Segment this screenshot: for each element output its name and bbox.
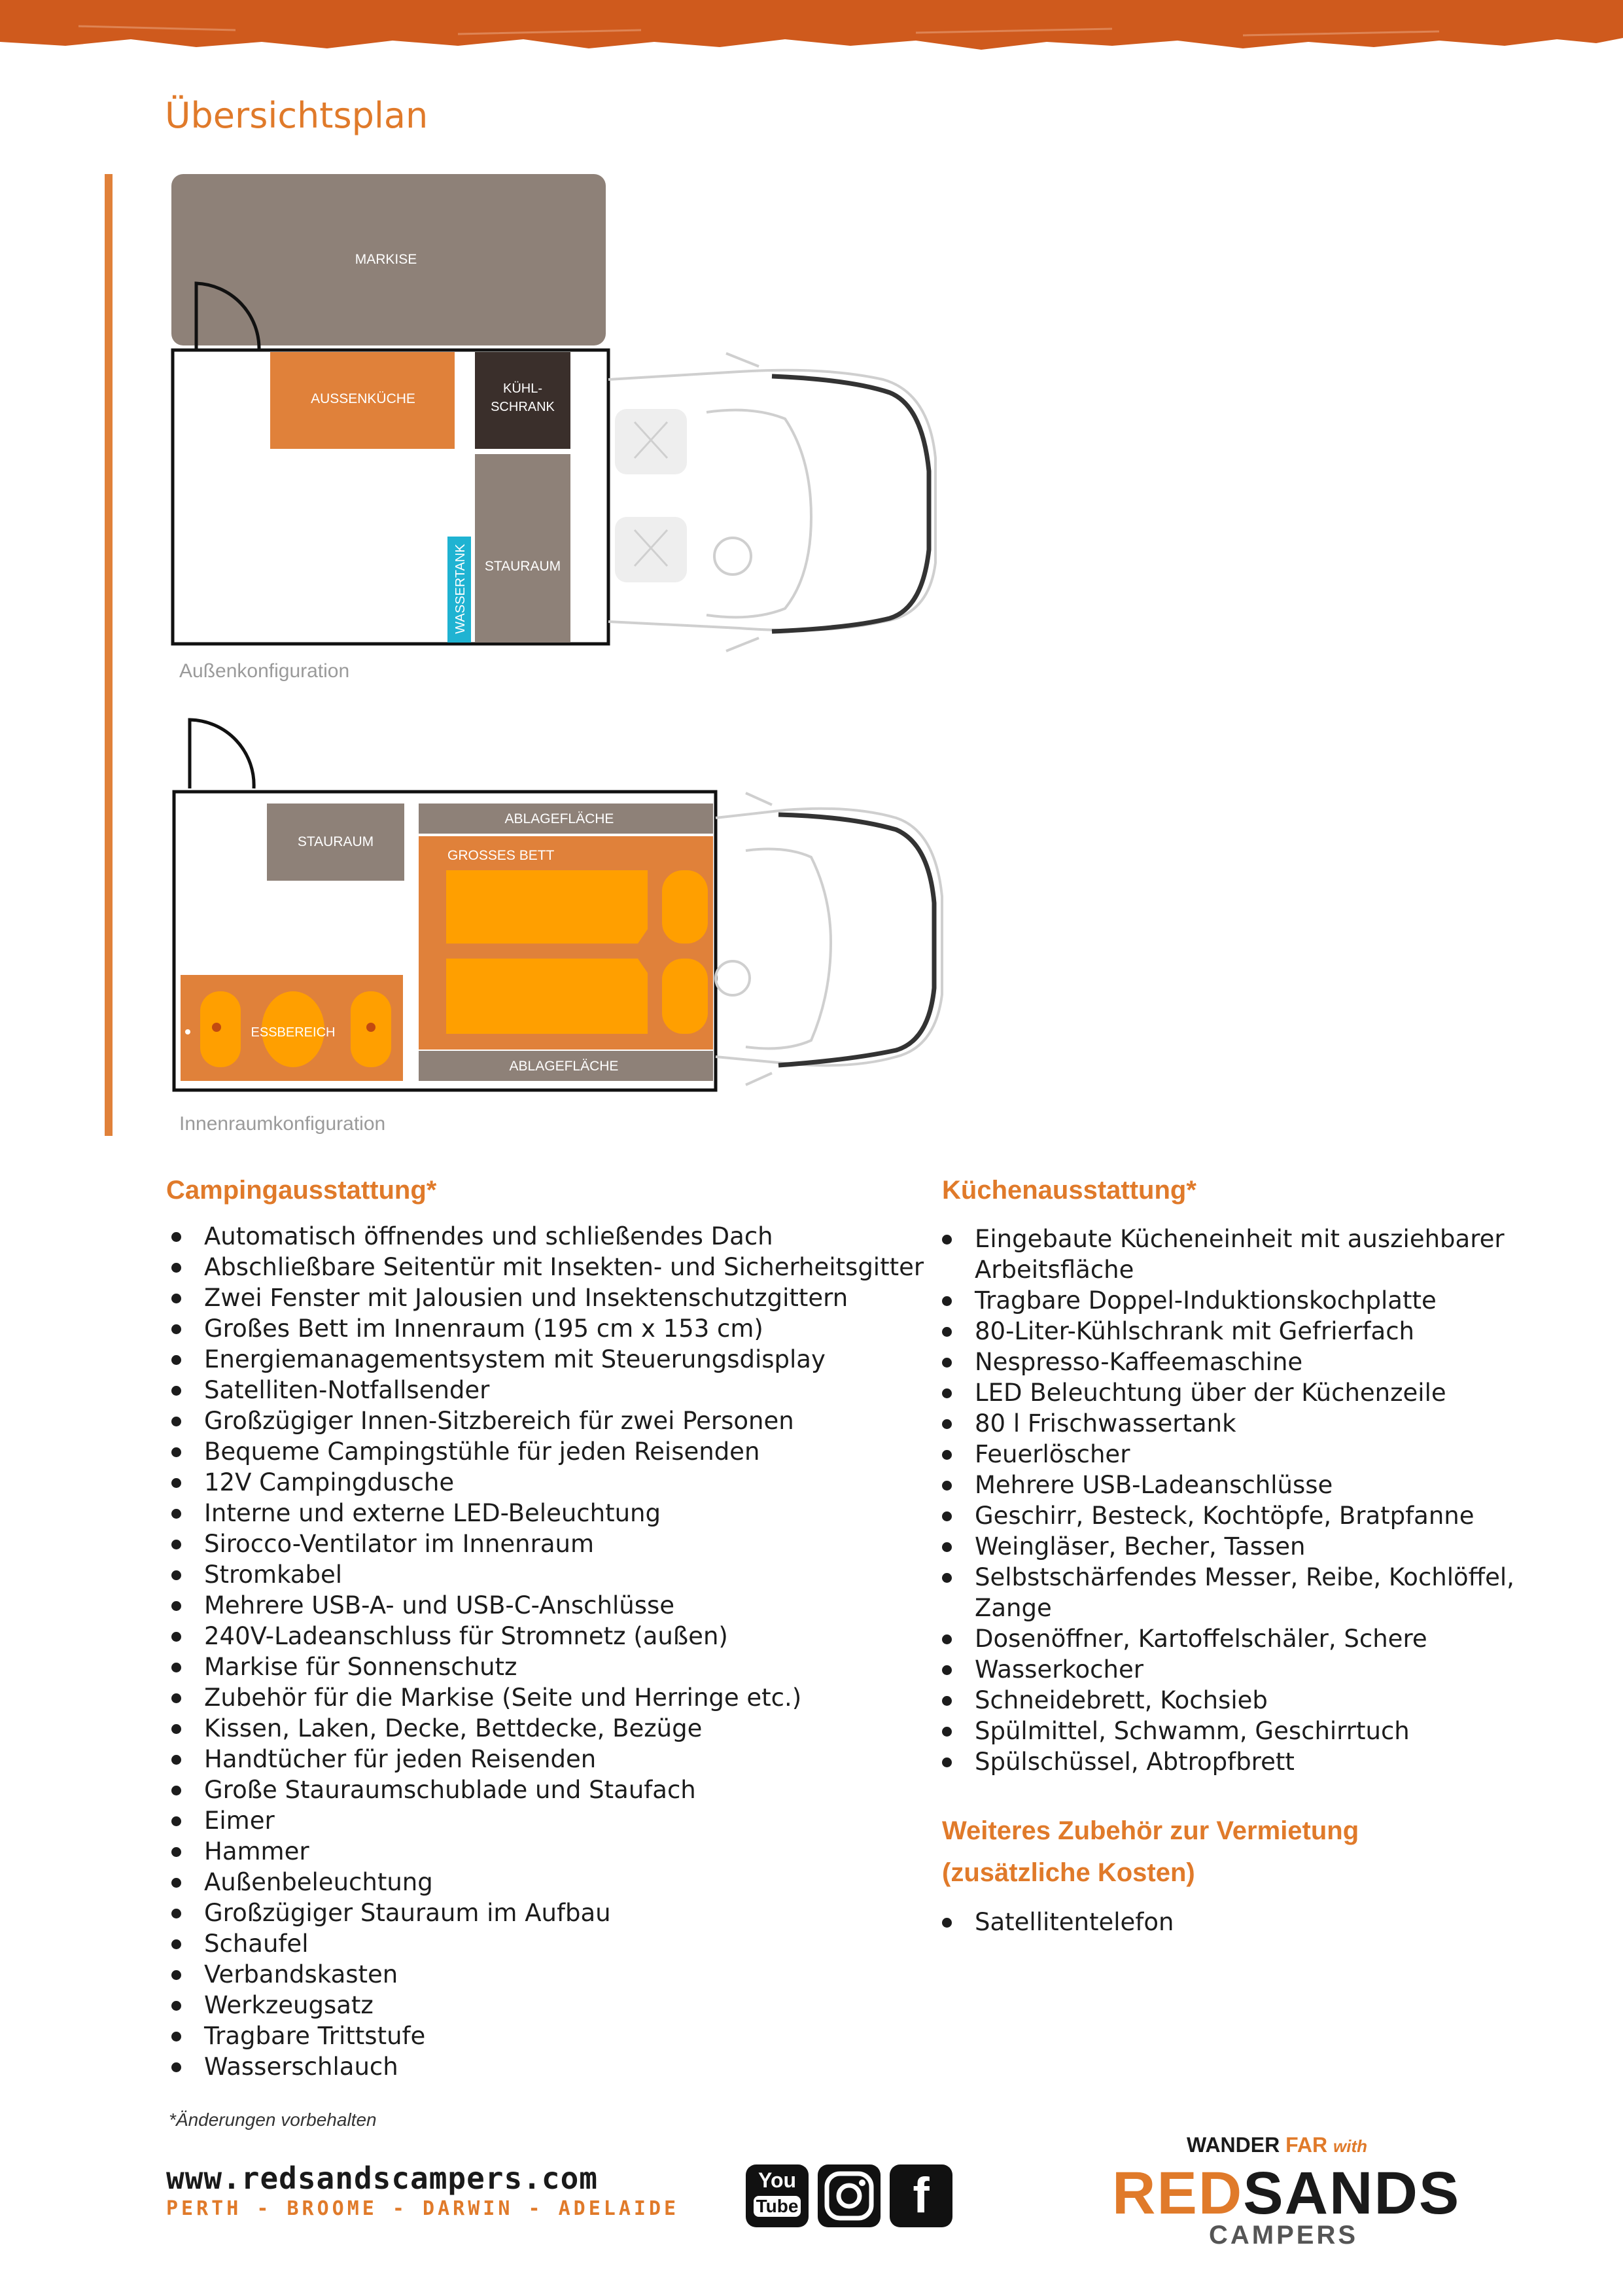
- camping-list-item: Verbandskasten: [166, 1959, 951, 1990]
- brand-tagline: WANDER FAR with: [1187, 2133, 1367, 2157]
- camping-list-item: Handtücher für jeden Reisenden: [166, 1744, 951, 1775]
- brand-name: REDSANDS: [1112, 2160, 1461, 2227]
- kitchen-list-item: Geschirr, Besteck, Kochtöpfe, Bratpfanne: [937, 1500, 1539, 1531]
- camping-list-item: Stromkabel: [166, 1559, 951, 1590]
- camping-list-item: Zubehör für die Markise (Seite und Herringe etc.): [166, 1682, 951, 1713]
- camping-heading: Campingausstattung*: [166, 1176, 437, 1205]
- camping-list-item: Bequeme Campingstühle für jeden Reisenden: [166, 1436, 951, 1467]
- storage-exterior-area: [475, 454, 570, 643]
- camping-list-item: Markise für Sonnenschutz: [166, 1651, 951, 1682]
- camping-list-item: Zwei Fenster mit Jalousien und Insektenschutzgittern: [166, 1282, 951, 1313]
- kitchen-list-item: Tragbare Doppel-Induktionskochplatte: [937, 1285, 1539, 1316]
- facebook-icon[interactable]: f: [890, 2164, 952, 2227]
- camping-list-item: Werkzeugsatz: [166, 1990, 951, 2021]
- camping-list-item: Satelliten-Notfallsender: [166, 1375, 951, 1405]
- vehicle-cab-exterior: [608, 353, 935, 651]
- camping-list-item: Großzügiger Stauraum im Aufbau: [166, 1898, 951, 1928]
- camping-list-item: Sirocco-Ventilator im Innenraum: [166, 1528, 951, 1559]
- extras-heading-line2: (zusätzliche Kosten): [942, 1858, 1195, 1887]
- kitchen-list-item: Weingläser, Becher, Tassen: [937, 1531, 1539, 1562]
- door-swing-interior: [190, 720, 254, 788]
- camping-list-item: Große Stauraumschublade und Staufach: [166, 1775, 951, 1805]
- camping-list-item: Eimer: [166, 1805, 951, 1836]
- camping-list-item: Energiemanagementsystem mit Steuerungsdisplay: [166, 1344, 951, 1375]
- camping-list-item: Abschließbare Seitentür mit Insekten- und Sicherheitsgitter: [166, 1252, 951, 1282]
- water-tank-label: WASSERTANK: [453, 544, 468, 634]
- camping-list-item: Mehrere USB-A- und USB-C-Anschlüsse: [166, 1590, 951, 1621]
- camping-list-item: Großes Bett im Innenraum (195 cm x 153 cm): [166, 1313, 951, 1344]
- kitchen-list-item: Dosenöffner, Kartoffelschäler, Schere: [937, 1623, 1539, 1654]
- interior-caption: Innenraumkonfiguration: [179, 1113, 386, 1135]
- instagram-icon[interactable]: [818, 2164, 881, 2227]
- dining-label: ESSBEREICH: [251, 1025, 336, 1040]
- kitchen-list-item: Spülschüssel, Abtropfbrett: [937, 1746, 1539, 1777]
- storage-interior-label: STAURAUM: [297, 834, 374, 849]
- kitchen-list-item: 80 l Frischwassertank: [937, 1408, 1539, 1439]
- interior-plan: [174, 720, 942, 1090]
- camping-list: [166, 1221, 951, 2082]
- cab-seat-1: [615, 409, 687, 474]
- brand-subtitle: CAMPERS: [1209, 2221, 1359, 2250]
- kitchen-list-item: Selbstschärfendes Messer, Reibe, Kochlöffel, Zange: [937, 1562, 1539, 1623]
- bed-pillow-2: [662, 959, 708, 1034]
- kitchen-list-item: 80-Liter-Kühlschrank mit Gefrierfach: [937, 1316, 1539, 1347]
- storage-exterior-label: STAURAUM: [484, 559, 561, 574]
- extras-list-item: Satellitentelefon: [937, 1907, 1539, 1937]
- kitchen-list-item: Spülmittel, Schwamm, Geschirrtuch: [937, 1716, 1539, 1746]
- kitchen-list-item: Schneidebrett, Kochsieb: [937, 1685, 1539, 1716]
- exterior-caption: Außenkonfiguration: [179, 660, 350, 682]
- bed-pillow-1: [662, 870, 708, 944]
- shelf-top-label: ABLAGEFLÄCHE: [504, 811, 614, 826]
- kitchen-heading: Küchenausstattung*: [942, 1176, 1196, 1205]
- shelf-bottom-label: ABLAGEFLÄCHE: [509, 1059, 619, 1074]
- youtube-icon[interactable]: You Tube: [746, 2164, 809, 2227]
- fridge-label-line1: KÜHL-: [502, 381, 543, 396]
- vehicle-front-outline-interior: [778, 815, 934, 1065]
- kitchen-list-item: Nespresso-Kaffeemaschine: [937, 1347, 1539, 1377]
- accent-divider-line: [105, 174, 113, 1136]
- camping-list-item: Schaufel: [166, 1928, 951, 1959]
- city-list: PERTH - BROOME - DARWIN - ADELAIDE: [166, 2197, 680, 2220]
- camping-list-item: Kissen, Laken, Decke, Bettdecke, Bezüge: [166, 1713, 951, 1744]
- website-link[interactable]: www.redsandscampers.com: [166, 2161, 598, 2196]
- camping-list-item: 240V-Ladeanschluss für Stromnetz (außen): [166, 1621, 951, 1651]
- bed-cushion-1: [446, 870, 648, 944]
- bed-cushion-2: [446, 959, 648, 1034]
- camping-list-item: Großzügiger Innen-Sitzbereich für zwei Personen: [166, 1405, 951, 1436]
- kitchen-list-item: Eingebaute Kücheneinheit mit ausziehbarer Arbeitsfläche: [937, 1224, 1539, 1285]
- footnote: *Änderungen vorbehalten: [169, 2110, 377, 2130]
- outdoor-kitchen-label: AUSSENKÜCHE: [311, 391, 415, 406]
- extras-list: [937, 1907, 1539, 1937]
- camping-list-item: 12V Campingdusche: [166, 1467, 951, 1498]
- big-bed-label: GROSSES BETT: [447, 848, 555, 863]
- fridge-label-line2: SCHRANK: [491, 400, 555, 414]
- camping-list-item: Hammer: [166, 1836, 951, 1867]
- kitchen-list-item: Wasserkocher: [937, 1654, 1539, 1685]
- camping-list-item: Automatisch öffnendes und schließendes Dach: [166, 1221, 951, 1252]
- kitchen-list-item: Feuerlöscher: [937, 1439, 1539, 1470]
- extras-heading-line1: Weiteres Zubehör zur Vermietung: [942, 1816, 1359, 1845]
- cab-seat-2: [615, 517, 687, 582]
- camping-list-item: Wasserschlauch: [166, 2051, 951, 2082]
- kitchen-list-item: LED Beleuchtung über der Küchenzeile: [937, 1377, 1539, 1408]
- awning-label: MARKISE: [355, 252, 417, 267]
- top-brush-banner: [0, 0, 1623, 59]
- floorplan-diagram: [164, 167, 981, 1135]
- camping-list-item: Tragbare Trittstufe: [166, 2021, 951, 2051]
- redsands-logo: [1112, 2132, 1465, 2250]
- kitchen-list: [937, 1224, 1539, 1777]
- kitchen-list-item: Mehrere USB-Ladeanschlüsse: [937, 1470, 1539, 1500]
- camping-list-item: Außenbeleuchtung: [166, 1867, 951, 1898]
- exterior-plan: [171, 174, 935, 651]
- camping-list-item: Interne und externe LED-Beleuchtung: [166, 1498, 951, 1528]
- page-title: Übersichtsplan: [165, 95, 428, 136]
